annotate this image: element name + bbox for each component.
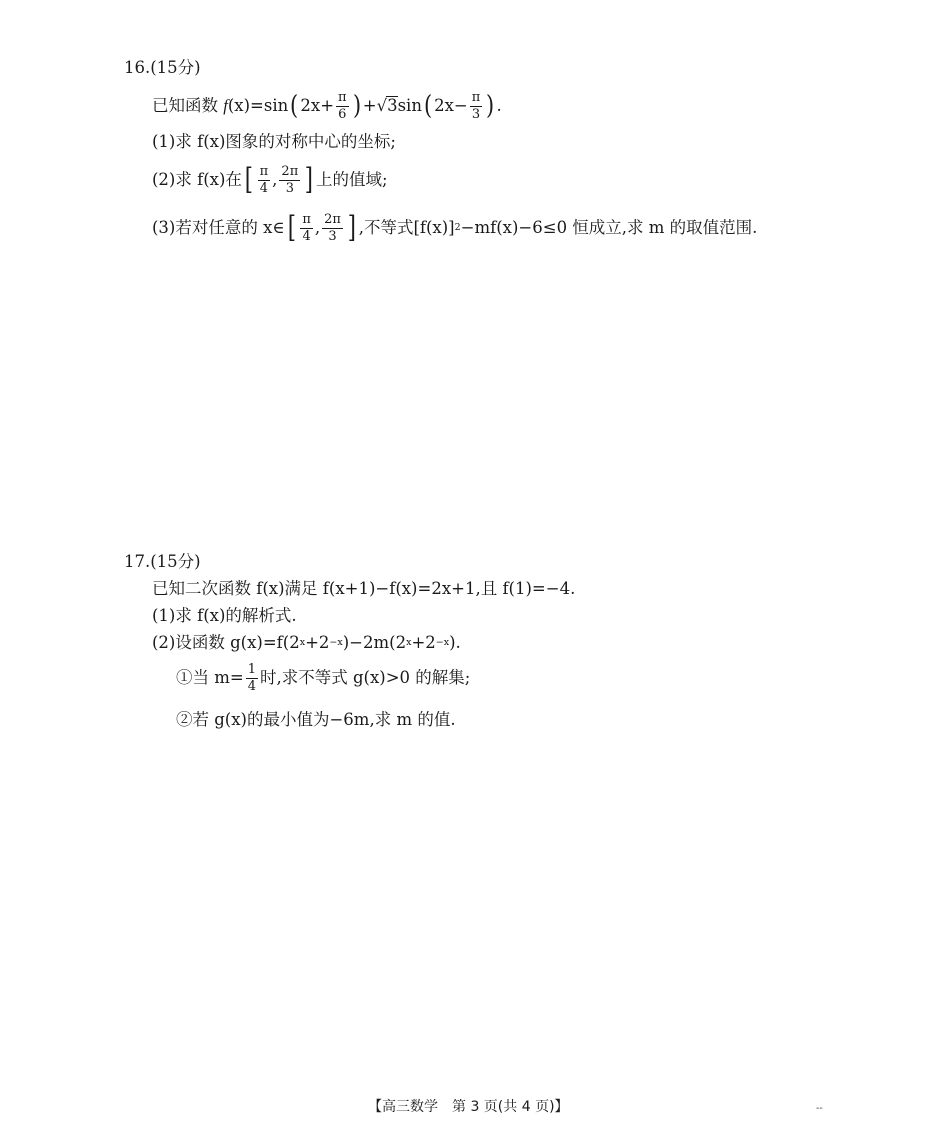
q17-stem: 已知二次函数 f(x)满足 f(x+1)−f(x)=2x+1,且 f(1)=−4.	[152, 579, 576, 598]
q17-subpart2: ②若 g(x)的最小值为−6m,求 m 的值.	[176, 710, 456, 729]
left-paren: (	[290, 91, 299, 121]
left-bracket: [	[287, 210, 296, 245]
sqrt-sign: √	[376, 95, 388, 115]
left-paren: (	[423, 91, 433, 121]
q17-part1: (1)求 f(x)的解析式.	[152, 606, 297, 625]
fraction-1-over-4: $\frac{1}{4}$	[247, 661, 256, 694]
fraction-pi-over-4: $\frac{\pi}{4}$	[302, 211, 311, 244]
corner-mark: --	[816, 1103, 823, 1114]
q17-subpart1: ①当 m= $\frac{1}{4}$ 时,求不等式 g(x)>0 的解集;	[176, 661, 471, 694]
fraction-2pi-over-3: $\frac{2\pi}{3}$	[281, 163, 299, 196]
left-bracket: [	[244, 162, 253, 197]
fraction-2pi-over-3: $\frac{2\pi}{3}$	[324, 211, 341, 244]
fraction-pi-over-6: $\frac{\pi}{6}$	[338, 89, 347, 122]
page-footer: 【高三数学 第 3 页(共 4 页)】	[368, 1099, 569, 1115]
q16-part3: (3)若对任意的 x∈ [ $\frac{\pi}{4}$ , $\frac{2\pi}{3}$ ] ,不等式[f(x)] 2 −mf(x)−6≤0 恒成立,求 m 的取值范围.	[152, 210, 758, 245]
right-paren: )	[486, 91, 495, 121]
fraction-pi-over-3: $\frac{\pi}{3}$	[471, 89, 481, 122]
q16-part1: (1)求 f(x)图象的对称中心的坐标;	[152, 132, 396, 151]
right-bracket: ]	[305, 162, 314, 197]
q17-part2: (2)设函数 g(x)=f(2 x +2 −x )−2m(2 x +2 −x ).	[152, 633, 461, 652]
q17-header: 17.(15分)	[124, 552, 201, 571]
q16-part2: (2)求 f(x)在 [ $\frac{\pi}{4}$ , $\frac{2\pi}{3}$ ] 上的值域;	[152, 162, 388, 197]
q16-header: 16.(15分)	[124, 58, 201, 77]
right-bracket: ]	[347, 210, 356, 245]
q16-stem: 已知函数 f (x)=sin ( 2x+ $\frac{\pi}{6}$ ) + √ 3 sin ( 2x− $\frac{\pi}{3}$ ) .	[152, 89, 502, 122]
right-paren: )	[352, 91, 361, 121]
fraction-pi-over-4: $\frac{\pi}{4}$	[259, 163, 269, 196]
